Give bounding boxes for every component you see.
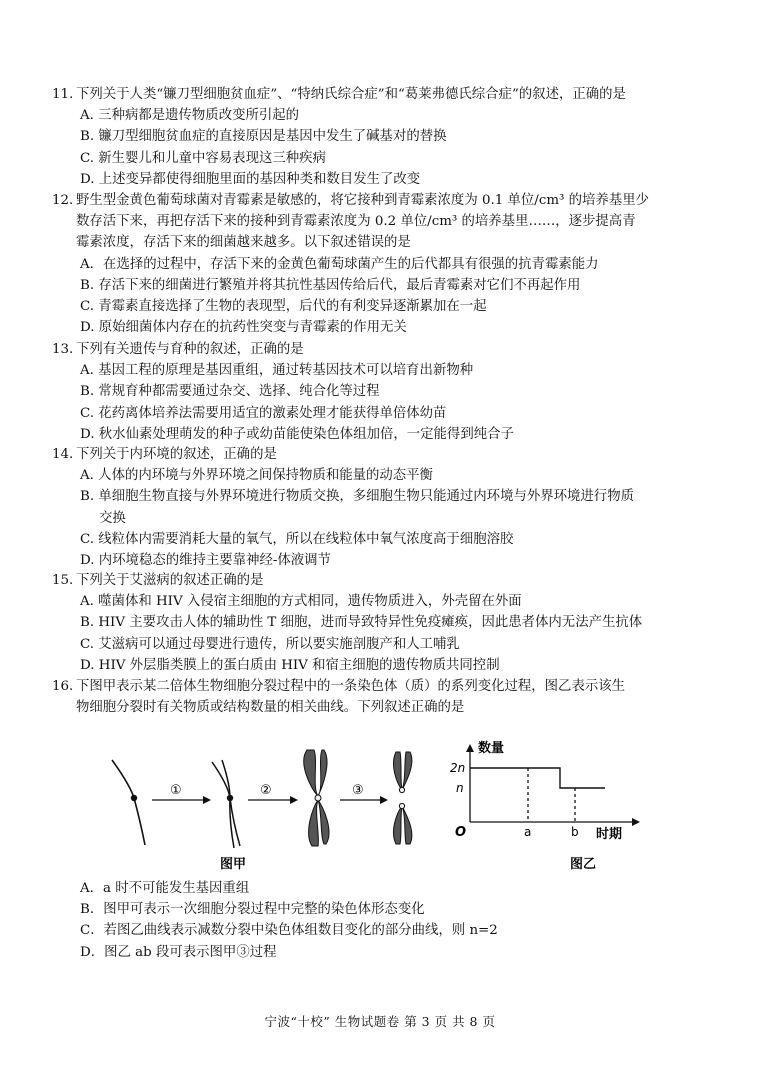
stem-text: 下列有关遗传与育种的叙述，正确的是 bbox=[76, 342, 304, 357]
stem-text: 下列关于内环境的叙述，正确的是 bbox=[76, 447, 277, 462]
figure-a bbox=[112, 750, 412, 872]
option-d: D. 上述变异都使得细胞里面的基因种类和数目发生了改变 bbox=[80, 171, 421, 187]
y-axis-label: 数量 bbox=[478, 741, 505, 756]
question-14 bbox=[52, 444, 722, 571]
stem-line: 物细胞分裂时有关物质或结构数量的相关曲线。下列叙述正确的是 bbox=[76, 700, 465, 716]
question-stem bbox=[52, 444, 722, 465]
stem-line: 野生型金黄色葡萄球菌对青霉素是敏感的，将它接种到青霉素浓度为 0.1 单位/cm³ 的培养基里少 bbox=[76, 193, 649, 208]
option-b: B. 镰刀型细胞贫血症的直接原因是基因中发生了碱基对的替换 bbox=[80, 129, 447, 145]
option-d: D. 秋水仙素处理萌发的种子或幼苗能使染色体组加倍，一定能得到纯合子 bbox=[80, 426, 514, 442]
step-arrow-3 bbox=[340, 783, 388, 804]
option-b bbox=[52, 486, 722, 528]
step-arrow-2 bbox=[248, 783, 298, 804]
stem-line: 下图甲表示某二倍体生物细胞分裂过程中的一条染色体（质）的系列变化过程，图乙表示该生 bbox=[76, 679, 626, 694]
question-16-options bbox=[52, 878, 722, 963]
stem-line: 霉素浓度，存活下来的细菌越来越多。以下叙述错误的是 bbox=[76, 235, 411, 251]
x-axis-label: 时期 bbox=[596, 827, 623, 842]
x-axis-arrow bbox=[632, 818, 640, 826]
option-d: D. HIV 外层脂类膜上的蛋白质由 HIV 和宿主细胞的遗传物质共同控制 bbox=[80, 657, 500, 673]
option-a: A. 三种病都是遗传物质改变所引起的 bbox=[80, 108, 300, 124]
y-tick-n: n bbox=[456, 781, 464, 795]
y-axis-arrow bbox=[466, 744, 474, 752]
question-stem bbox=[52, 84, 722, 105]
option-a: A. 基因工程的原理是基因重组，通过转基因技术可以培育出新物种 bbox=[80, 363, 474, 379]
question-12 bbox=[52, 190, 722, 338]
step-arrow-1 bbox=[152, 783, 211, 804]
question-15 bbox=[52, 570, 722, 676]
option-c: C．若图乙曲线表示减数分裂中染色体组数目变化的部分曲线，则 n=2 bbox=[80, 923, 498, 939]
x-tick-b: b bbox=[571, 825, 579, 839]
question-number: 15. bbox=[52, 573, 74, 588]
figure-b-caption: 图乙 bbox=[570, 857, 597, 872]
question-11 bbox=[52, 84, 722, 190]
x-tick-a: a bbox=[524, 825, 532, 839]
step-label-3: ③ bbox=[352, 783, 364, 798]
option-d: D. 原始细菌体内存在的抗药性突变与青霉素的作用无关 bbox=[80, 320, 407, 336]
question-number: 13. bbox=[52, 342, 74, 357]
figure-a-caption: 图甲 bbox=[220, 857, 247, 872]
question-number: 11. bbox=[52, 87, 74, 102]
question-13 bbox=[52, 339, 722, 445]
figure-b bbox=[450, 740, 640, 872]
stem-line: 数存活下来，再把存活下来的接种到青霉素浓度为 0.2 单位/cm³ 的培养基里……，逐步提高青 bbox=[76, 214, 636, 230]
option-a: A．a 时不可能发生基因重组 bbox=[80, 881, 250, 896]
question-16 bbox=[52, 676, 722, 718]
chromatin-stage-2 bbox=[212, 760, 240, 848]
option-c: C. 青霉素直接选择了生物的表现型，后代的有利变异逐渐累加在一起 bbox=[80, 299, 487, 315]
option-b-text: B. 单细胞生物直接与外界环境进行物质交换，多细胞生物只能通过内环境与外界环境进行物质 bbox=[80, 489, 634, 505]
option-a: A．在选择的过程中，存活下来的金黄色葡萄球菌产生的后代都具有很强的抗青霉素能力 bbox=[80, 256, 599, 272]
page-footer: 宁波“十校” 生物试题卷 第 3 页 共 8 页 bbox=[264, 1014, 496, 1029]
question-number: 12. bbox=[52, 193, 74, 208]
question-stem bbox=[52, 676, 722, 718]
quantity-curve bbox=[470, 768, 605, 788]
y-tick-2n: 2n bbox=[450, 761, 466, 775]
question-stem bbox=[52, 190, 722, 254]
option-b-continuation: 交换 bbox=[99, 510, 126, 526]
option-c: C. 花药离体培养法需要用适宜的激素处理才能获得单倍体幼苗 bbox=[80, 405, 447, 421]
chromosome-stage-3 bbox=[304, 750, 329, 846]
option-b: B. 常规育种都需要通过杂交、选择、纯合化等过程 bbox=[80, 384, 380, 400]
origin-label: O bbox=[455, 825, 467, 840]
option-b: B. HIV 主要攻击人体的辅助性 T 细胞，进而导致特异性免疫瘫痪，因此患者体内无法产生抗体 bbox=[80, 615, 643, 631]
option-b: B. 存活下来的细菌进行繁殖并将其抗性基因传给后代，最后青霉素对它们不再起作用 bbox=[80, 277, 581, 293]
step-label-2: ② bbox=[260, 783, 272, 798]
question-number: 16. bbox=[52, 679, 74, 694]
option-a: A. 噬菌体和 HIV 入侵宿主细胞的方式相同，遗传物质进入，外壳留在外面 bbox=[80, 594, 522, 610]
question-stem bbox=[52, 570, 722, 591]
chromatin-stage-1 bbox=[112, 760, 145, 845]
option-b: B．图甲可表示一次细胞分裂过程中完整的染色体形态变化 bbox=[80, 902, 425, 918]
question-stem bbox=[52, 339, 722, 360]
question-number: 14. bbox=[52, 447, 74, 462]
option-c: C. 新生婴儿和儿童中容易表现这三种疾病 bbox=[80, 150, 326, 166]
option-d: D．图乙 ab 段可表示图甲③过程 bbox=[80, 944, 277, 960]
stem-text: 下列关于艾滋病的叙述正确的是 bbox=[76, 573, 264, 588]
stem-text: 下列关于人类“镰刀型细胞贫血症”、“特纳氏综合症”和“葛莱弗德氏综合症”的叙述，正确的是 bbox=[76, 87, 626, 102]
step-label-1: ① bbox=[170, 783, 182, 798]
option-d: D. 内环境稳态的维持主要靠神经-体液调节 bbox=[80, 553, 331, 569]
option-a: A. 人体的内环境与外界环境之间保持物质和能量的动态平衡 bbox=[80, 468, 433, 484]
option-c: C. 艾滋病可以通过母婴进行遗传，所以要实施剖腹产和人工哺乳 bbox=[80, 636, 460, 652]
chromosome-stage-4 bbox=[394, 752, 412, 844]
figures bbox=[100, 740, 660, 875]
option-c: C. 线粒体内需要消耗大量的氧气，所以在线粒体中氧气浓度高于细胞溶胶 bbox=[80, 531, 514, 547]
